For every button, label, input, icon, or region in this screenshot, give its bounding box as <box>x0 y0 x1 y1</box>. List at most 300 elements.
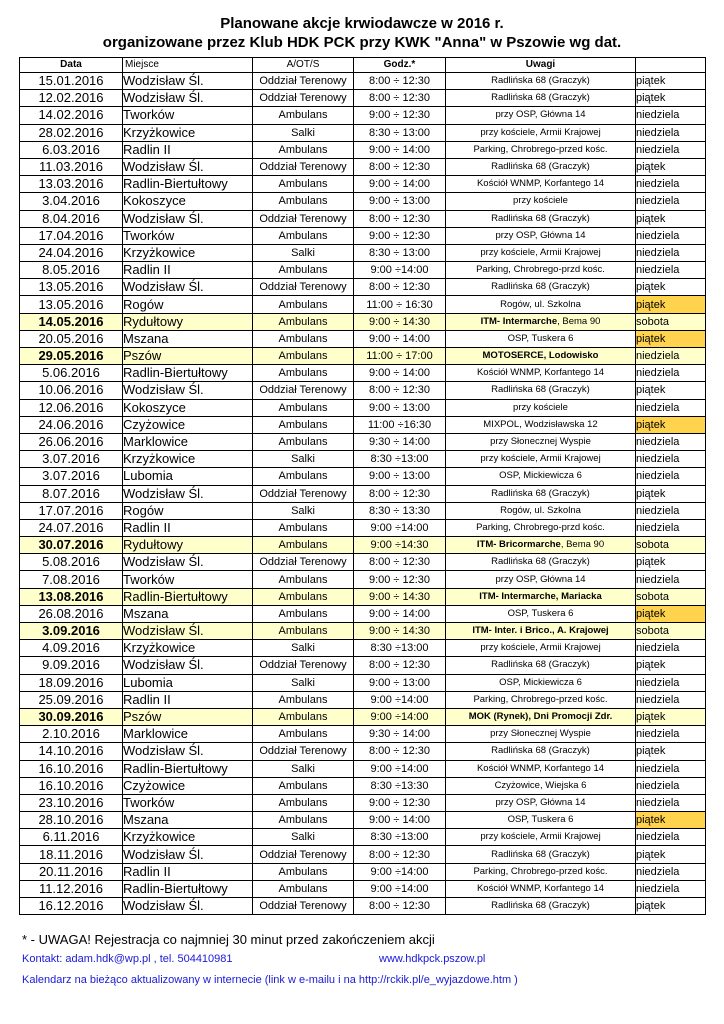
date-cell: 20.05.2016 <box>20 330 123 347</box>
date-cell: 8.07.2016 <box>20 485 123 502</box>
date-cell: 11.03.2016 <box>20 158 123 175</box>
date-cell: 24.07.2016 <box>20 519 123 536</box>
type-cell: Oddział Terenowy <box>253 743 354 760</box>
place-cell: Mszana <box>123 812 253 829</box>
table-row <box>20 227 706 244</box>
notes-cell: Radlińska 68 (Graczyk) <box>446 554 636 571</box>
weekday-cell: niedziela <box>636 726 706 743</box>
place-cell: Radlin-Biertułtowy <box>123 365 253 382</box>
time-cell: 9:00 ÷14:00 <box>354 880 446 897</box>
time-cell: 9:00 ÷ 12:30 <box>354 571 446 588</box>
type-cell: Ambulans <box>253 365 354 382</box>
place-cell: Wodzisław Śl. <box>123 743 253 760</box>
date-cell: 12.06.2016 <box>20 399 123 416</box>
notes-cell: przy kościele, Armii Krajowej <box>446 451 636 468</box>
time-cell: 9:00 ÷ 14:00 <box>354 812 446 829</box>
date-cell: 28.02.2016 <box>20 124 123 141</box>
table-row <box>20 846 706 863</box>
type-cell: Ambulans <box>253 262 354 279</box>
notes-cell: Radlińska 68 (Graczyk) <box>446 743 636 760</box>
date-cell: 4.09.2016 <box>20 640 123 657</box>
time-cell: 9:00 ÷ 13:00 <box>354 399 446 416</box>
place-cell: Wodzisław Śl. <box>123 554 253 571</box>
weekday-cell: piątek <box>636 296 706 313</box>
place-cell: Radlin-Biertułtowy <box>123 176 253 193</box>
table-row <box>20 502 706 519</box>
weekday-cell: niedziela <box>636 794 706 811</box>
table-row <box>20 468 706 485</box>
place-cell: Marklowice <box>123 726 253 743</box>
weekday-cell: piątek <box>636 743 706 760</box>
place-cell: Wodzisław Śl. <box>123 158 253 175</box>
type-cell: Ambulans <box>253 812 354 829</box>
notes-cell: Radlińska 68 (Graczyk) <box>446 158 636 175</box>
type-cell: Ambulans <box>253 691 354 708</box>
type-cell: Oddział Terenowy <box>253 898 354 915</box>
place-cell: Wodzisław Śl. <box>123 623 253 640</box>
place-cell: Krzyżkowice <box>123 451 253 468</box>
notes-cell: OSP, Tuskera 6 <box>446 605 636 622</box>
weekday-cell: niedziela <box>636 691 706 708</box>
date-cell: 13.05.2016 <box>20 279 123 296</box>
weekday-cell: piątek <box>636 708 706 725</box>
type-cell: Ambulans <box>253 433 354 450</box>
weekday-cell: piątek <box>636 898 706 915</box>
table-row <box>20 708 706 725</box>
notes-cell: Parking, Chrobrego-przed kośc. <box>446 863 636 880</box>
table-row <box>20 812 706 829</box>
time-cell: 8:30 ÷13:00 <box>354 640 446 657</box>
table-row <box>20 726 706 743</box>
weekday-cell: niedziela <box>636 193 706 210</box>
contact-info[interactable]: Kontakt: adam.hdk@wp.pl , tel. 504410981 <box>22 953 233 965</box>
time-cell: 11:00 ÷16:30 <box>354 416 446 433</box>
notes-cell: przy OSP, Główna 14 <box>446 571 636 588</box>
calendar-note[interactable]: Kalendarz na bieżąco aktualizowany w internecie (link w e-mailu i na http://rckik.pl/e_wyjazdowe.htm ) <box>22 974 518 986</box>
registration-warning: * - UWAGA! Rejestracja co najmniej 30 minut przed zakończeniem akcji <box>22 932 435 947</box>
schedule-table <box>19 57 706 915</box>
date-cell: 14.10.2016 <box>20 743 123 760</box>
place-cell: Radlin II <box>123 141 253 158</box>
date-cell: 10.06.2016 <box>20 382 123 399</box>
table-row <box>20 262 706 279</box>
date-cell: 13.08.2016 <box>20 588 123 605</box>
notes-cell: Radlińska 68 (Graczyk) <box>446 73 636 90</box>
place-cell: Wodzisław Śl. <box>123 73 253 90</box>
notes-cell: OSP, Tuskera 6 <box>446 812 636 829</box>
notes-cell: Radlińska 68 (Graczyk) <box>446 90 636 107</box>
type-cell: Ambulans <box>253 777 354 794</box>
table-row <box>20 657 706 674</box>
date-cell: 14.05.2016 <box>20 313 123 330</box>
date-cell: 17.04.2016 <box>20 227 123 244</box>
weekday-cell: niedziela <box>636 365 706 382</box>
type-cell: Ambulans <box>253 141 354 158</box>
table-row <box>20 90 706 107</box>
notes-cell: MOK (Rynek), Dni Promocji Zdr. <box>446 708 636 725</box>
table-header-row <box>20 58 706 73</box>
time-cell: 9:00 ÷14:00 <box>354 691 446 708</box>
type-cell: Ambulans <box>253 330 354 347</box>
table-row <box>20 193 706 210</box>
time-cell: 9:00 ÷14:00 <box>354 262 446 279</box>
table-row <box>20 794 706 811</box>
weekday-cell: niedziela <box>636 674 706 691</box>
place-cell: Rydułtowy <box>123 313 253 330</box>
table-row <box>20 399 706 416</box>
notes-bold: ITM- Intermarche <box>480 315 558 327</box>
place-cell: Wodzisław Śl. <box>123 898 253 915</box>
header-type: A/OT/S <box>253 58 354 73</box>
date-cell: 2.10.2016 <box>20 726 123 743</box>
table-row <box>20 73 706 90</box>
type-cell: Ambulans <box>253 313 354 330</box>
weekday-cell: piątek <box>636 279 706 296</box>
weekday-cell: niedziela <box>636 176 706 193</box>
place-cell: Czyżowice <box>123 777 253 794</box>
weekday-cell: niedziela <box>636 433 706 450</box>
date-cell: 9.09.2016 <box>20 657 123 674</box>
date-cell: 8.04.2016 <box>20 210 123 227</box>
time-cell: 9:00 ÷ 12:30 <box>354 227 446 244</box>
date-cell: 16.12.2016 <box>20 898 123 915</box>
date-cell: 6.11.2016 <box>20 829 123 846</box>
weekday-cell: niedziela <box>636 863 706 880</box>
date-cell: 5.08.2016 <box>20 554 123 571</box>
notes-cell: Radlińska 68 (Graczyk) <box>446 279 636 296</box>
header-place: Miejsce <box>123 58 253 73</box>
header-date: Data <box>20 58 123 73</box>
table-row <box>20 296 706 313</box>
date-cell: 15.01.2016 <box>20 73 123 90</box>
notes-cell: Kościół WNMP, Korfantego 14 <box>446 176 636 193</box>
table-row <box>20 743 706 760</box>
time-cell: 9:00 ÷ 13:00 <box>354 193 446 210</box>
date-cell: 3.09.2016 <box>20 623 123 640</box>
place-cell: Krzyżkowice <box>123 829 253 846</box>
place-cell: Rogów <box>123 296 253 313</box>
table-row <box>20 313 706 330</box>
time-cell: 8:00 ÷ 12:30 <box>354 382 446 399</box>
notes-cell <box>446 313 636 330</box>
place-cell: Kokoszyce <box>123 399 253 416</box>
time-cell: 11:00 ÷ 16:30 <box>354 296 446 313</box>
weekday-cell: niedziela <box>636 244 706 261</box>
place-cell: Radlin-Biertułtowy <box>123 588 253 605</box>
notes-cell: Radlińska 68 (Graczyk) <box>446 210 636 227</box>
table-row <box>20 141 706 158</box>
place-cell: Krzyżkowice <box>123 124 253 141</box>
time-cell: 8:30 ÷13:00 <box>354 829 446 846</box>
date-cell: 29.05.2016 <box>20 348 123 365</box>
notes-cell: Rogów, ul. Szkolna <box>446 296 636 313</box>
table-row <box>20 898 706 915</box>
time-cell: 9:00 ÷14:00 <box>354 863 446 880</box>
notes-cell: OSP, Mickiewicza 6 <box>446 468 636 485</box>
date-cell: 8.05.2016 <box>20 262 123 279</box>
time-cell: 9:00 ÷ 14:30 <box>354 588 446 605</box>
notes-cell: przy Słonecznej Wyspie <box>446 726 636 743</box>
notes-cell: przy kościele <box>446 399 636 416</box>
time-cell: 9:00 ÷ 13:00 <box>354 674 446 691</box>
type-cell: Ambulans <box>253 537 354 554</box>
type-cell: Ambulans <box>253 588 354 605</box>
notes-cell: Radlińska 68 (Graczyk) <box>446 485 636 502</box>
date-cell: 16.10.2016 <box>20 760 123 777</box>
time-cell: 9:00 ÷ 12:30 <box>354 107 446 124</box>
type-cell: Oddział Terenowy <box>253 657 354 674</box>
time-cell: 9:00 ÷ 14:00 <box>354 365 446 382</box>
date-cell: 26.06.2016 <box>20 433 123 450</box>
place-cell: Tworków <box>123 571 253 588</box>
date-cell: 13.05.2016 <box>20 296 123 313</box>
time-cell: 11:00 ÷ 17:00 <box>354 348 446 365</box>
weekday-cell: niedziela <box>636 399 706 416</box>
weekday-cell: sobota <box>636 588 706 605</box>
notes-cell: Parking, Chrobrego-przd kośc. <box>446 262 636 279</box>
time-cell: 8:30 ÷ 13:00 <box>354 124 446 141</box>
type-cell: Ambulans <box>253 708 354 725</box>
type-cell: Ambulans <box>253 399 354 416</box>
type-cell: Ambulans <box>253 348 354 365</box>
weekday-cell: piątek <box>636 485 706 502</box>
weekday-cell: piątek <box>636 330 706 347</box>
weekday-cell: piątek <box>636 812 706 829</box>
time-cell: 8:00 ÷ 12:30 <box>354 898 446 915</box>
date-cell: 18.09.2016 <box>20 674 123 691</box>
weekday-cell: niedziela <box>636 107 706 124</box>
table-row <box>20 365 706 382</box>
website-link[interactable]: www.hdkpck.pszow.pl <box>379 953 486 965</box>
type-cell: Oddział Terenowy <box>253 210 354 227</box>
weekday-cell: piątek <box>636 605 706 622</box>
type-cell: Ambulans <box>253 880 354 897</box>
notes-cell: przy kościele <box>446 193 636 210</box>
place-cell: Pszów <box>123 708 253 725</box>
time-cell: 8:00 ÷ 12:30 <box>354 73 446 90</box>
type-cell: Ambulans <box>253 227 354 244</box>
type-cell: Oddział Terenowy <box>253 846 354 863</box>
weekday-cell: niedziela <box>636 262 706 279</box>
place-cell: Lubomia <box>123 674 253 691</box>
time-cell: 8:00 ÷ 12:30 <box>354 743 446 760</box>
notes-cell <box>446 537 636 554</box>
weekday-cell: piątek <box>636 382 706 399</box>
weekday-cell: piątek <box>636 416 706 433</box>
date-cell: 6.03.2016 <box>20 141 123 158</box>
notes-cell: Radlińska 68 (Graczyk) <box>446 846 636 863</box>
time-cell: 8:00 ÷ 12:30 <box>354 279 446 296</box>
type-cell: Ambulans <box>253 519 354 536</box>
table-row <box>20 348 706 365</box>
notes-cell: Parking, Chrobrego-przed kośc. <box>446 691 636 708</box>
date-cell: 17.07.2016 <box>20 502 123 519</box>
table-row <box>20 674 706 691</box>
place-cell: Kokoszyce <box>123 193 253 210</box>
table-row <box>20 554 706 571</box>
weekday-cell: piątek <box>636 158 706 175</box>
table-row <box>20 605 706 622</box>
place-cell: Radlin II <box>123 691 253 708</box>
type-cell: Oddział Terenowy <box>253 485 354 502</box>
place-cell: Czyżowice <box>123 416 253 433</box>
place-cell: Wodzisław Śl. <box>123 485 253 502</box>
page-title: Planowane akcje krwiodawcze w 2016 r. <box>220 15 504 32</box>
type-cell: Oddział Terenowy <box>253 158 354 175</box>
time-cell: 9:00 ÷ 14:00 <box>354 605 446 622</box>
notes-cell: Radlińska 68 (Graczyk) <box>446 657 636 674</box>
time-cell: 9:00 ÷14:30 <box>354 537 446 554</box>
weekday-cell: niedziela <box>636 451 706 468</box>
time-cell: 9:30 ÷ 14:00 <box>354 433 446 450</box>
place-cell: Radlin-Biertułtowy <box>123 880 253 897</box>
type-cell: Oddział Terenowy <box>253 279 354 296</box>
weekday-cell: piątek <box>636 554 706 571</box>
weekday-cell: niedziela <box>636 640 706 657</box>
notes-cell: Rogów, ul. Szkolna <box>446 502 636 519</box>
table-row <box>20 176 706 193</box>
table-row <box>20 640 706 657</box>
weekday-cell: niedziela <box>636 227 706 244</box>
table-row <box>20 537 706 554</box>
notes-cell: Czyżowice, Wiejska 6 <box>446 777 636 794</box>
notes-cell: przy OSP, Główna 14 <box>446 107 636 124</box>
type-cell: Ambulans <box>253 571 354 588</box>
notes-cell: Parking, Chrobrego-przed kośc. <box>446 141 636 158</box>
date-cell: 3.07.2016 <box>20 451 123 468</box>
time-cell: 9:00 ÷ 14:30 <box>354 623 446 640</box>
table-row <box>20 451 706 468</box>
time-cell: 9:00 ÷ 14:30 <box>354 313 446 330</box>
place-cell: Mszana <box>123 605 253 622</box>
table-row <box>20 210 706 227</box>
place-cell: Marklowice <box>123 433 253 450</box>
date-cell: 18.11.2016 <box>20 846 123 863</box>
weekday-cell: piątek <box>636 657 706 674</box>
place-cell: Wodzisław Śl. <box>123 657 253 674</box>
place-cell: Wodzisław Śl. <box>123 210 253 227</box>
date-cell: 24.06.2016 <box>20 416 123 433</box>
table-row <box>20 382 706 399</box>
place-cell: Wodzisław Śl. <box>123 279 253 296</box>
page-subtitle: organizowane przez Klub HDK PCK przy KWK "Anna" w Pszowie wg dat. <box>102 34 622 51</box>
date-cell: 23.10.2016 <box>20 794 123 811</box>
table-row <box>20 485 706 502</box>
table-row <box>20 863 706 880</box>
header-notes: Uwagi <box>446 58 636 73</box>
table-row <box>20 107 706 124</box>
date-cell: 5.06.2016 <box>20 365 123 382</box>
type-cell: Ambulans <box>253 605 354 622</box>
time-cell: 8:30 ÷ 13:00 <box>354 244 446 261</box>
type-cell: Ambulans <box>253 863 354 880</box>
weekday-cell: niedziela <box>636 468 706 485</box>
notes-bold: ITM- Bricormarche <box>476 539 561 551</box>
place-cell: Rydułtowy <box>123 537 253 554</box>
place-cell: Tworków <box>123 107 253 124</box>
table-row <box>20 330 706 347</box>
type-cell: Oddział Terenowy <box>253 382 354 399</box>
date-cell: 25.09.2016 <box>20 691 123 708</box>
date-cell: 16.10.2016 <box>20 777 123 794</box>
weekday-cell: piątek <box>636 90 706 107</box>
date-cell: 12.02.2016 <box>20 90 123 107</box>
type-cell: Ambulans <box>253 107 354 124</box>
time-cell: 8:30 ÷13:30 <box>354 777 446 794</box>
type-cell: Ambulans <box>253 468 354 485</box>
notes-cell: MOTOSERCE, Lodowisko <box>446 348 636 365</box>
type-cell: Oddział Terenowy <box>253 554 354 571</box>
table-row <box>20 124 706 141</box>
type-cell: Oddział Terenowy <box>253 73 354 90</box>
type-cell: Salki <box>253 451 354 468</box>
notes-cell: przy kościele, Armii Krajowej <box>446 124 636 141</box>
time-cell: 8:00 ÷ 12:30 <box>354 90 446 107</box>
time-cell: 8:00 ÷ 12:30 <box>354 210 446 227</box>
place-cell: Wodzisław Śl. <box>123 90 253 107</box>
table-row <box>20 158 706 175</box>
weekday-cell: sobota <box>636 313 706 330</box>
time-cell: 9:00 ÷14:00 <box>354 760 446 777</box>
table-row <box>20 691 706 708</box>
weekday-cell: niedziela <box>636 348 706 365</box>
date-cell: 3.07.2016 <box>20 468 123 485</box>
place-cell: Tworków <box>123 794 253 811</box>
table-row <box>20 829 706 846</box>
table-row <box>20 244 706 261</box>
date-cell: 7.08.2016 <box>20 571 123 588</box>
notes-cell: przy OSP, Główna 14 <box>446 227 636 244</box>
time-cell: 9:00 ÷ 12:30 <box>354 794 446 811</box>
weekday-cell: piątek <box>636 846 706 863</box>
type-cell: Ambulans <box>253 176 354 193</box>
time-cell: 9:30 ÷ 14:00 <box>354 726 446 743</box>
time-cell: 8:00 ÷ 12:30 <box>354 554 446 571</box>
notes-cell: przy kościele, Armii Krajowej <box>446 829 636 846</box>
date-cell: 13.03.2016 <box>20 176 123 193</box>
table-row <box>20 433 706 450</box>
place-cell: Krzyżkowice <box>123 244 253 261</box>
type-cell: Salki <box>253 640 354 657</box>
table-row <box>20 519 706 536</box>
type-cell: Ambulans <box>253 726 354 743</box>
notes-cell: Parking, Chrobrego-przd kośc. <box>446 519 636 536</box>
table-row <box>20 623 706 640</box>
date-cell: 14.02.2016 <box>20 107 123 124</box>
type-cell: Salki <box>253 674 354 691</box>
place-cell: Pszów <box>123 348 253 365</box>
place-cell: Radlin-Biertułtowy <box>123 760 253 777</box>
notes-rest: , Bema 90 <box>560 539 605 551</box>
date-cell: 3.04.2016 <box>20 193 123 210</box>
date-cell: 28.10.2016 <box>20 812 123 829</box>
notes-cell: przy Słonecznej Wyspie <box>446 433 636 450</box>
notes-cell: Kościół WNMP, Korfantego 14 <box>446 760 636 777</box>
place-cell: Rogów <box>123 502 253 519</box>
notes-rest: , Bema 90 <box>557 315 601 327</box>
weekday-cell: niedziela <box>636 571 706 588</box>
notes-cell: ITM- Inter. i Brico., A. Krajowej <box>446 623 636 640</box>
notes-cell: Radlińska 68 (Graczyk) <box>446 898 636 915</box>
weekday-cell: niedziela <box>636 880 706 897</box>
time-cell: 9:00 ÷ 14:00 <box>354 176 446 193</box>
weekday-cell: niedziela <box>636 141 706 158</box>
time-cell: 9:00 ÷14:00 <box>354 519 446 536</box>
time-cell: 9:00 ÷14:00 <box>354 708 446 725</box>
weekday-cell: sobota <box>636 537 706 554</box>
type-cell: Salki <box>253 244 354 261</box>
notes-cell: OSP, Tuskera 6 <box>446 330 636 347</box>
